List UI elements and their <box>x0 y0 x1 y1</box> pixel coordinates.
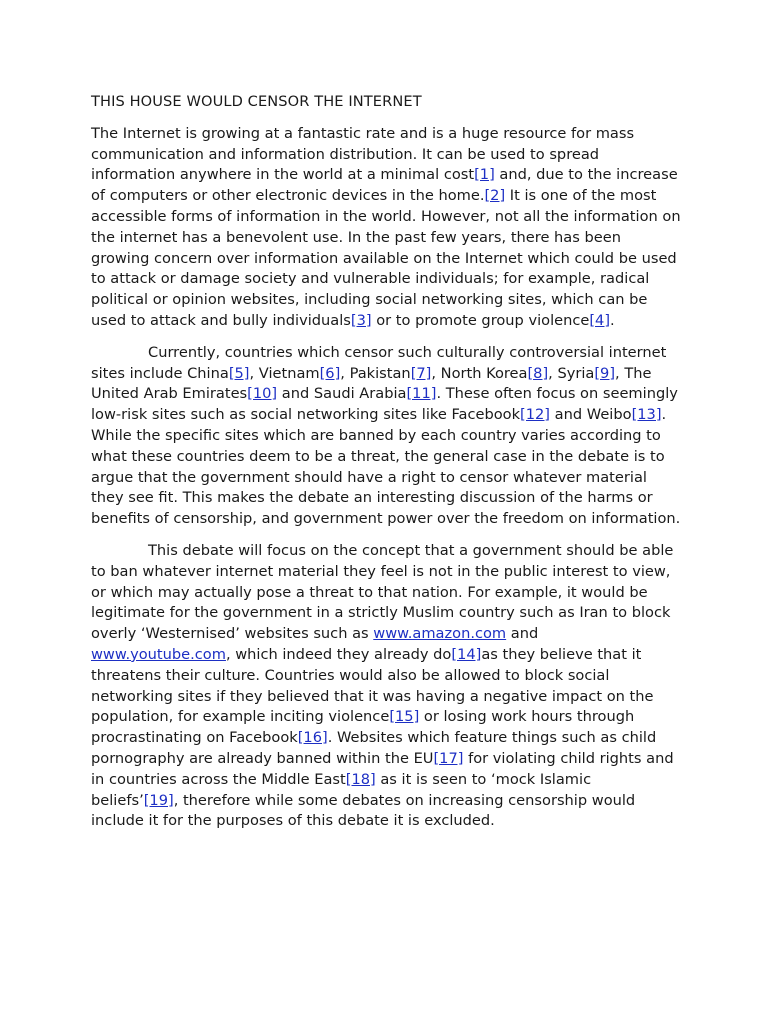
url-link[interactable]: www.amazon.com <box>373 625 507 643</box>
paragraph-text: . Websites which feature things such as child pornography are already banned within the EU <box>91 729 657 767</box>
url-link[interactable]: www.youtube.com <box>91 645 226 663</box>
paragraph-2 <box>91 343 681 530</box>
footnote-ref-link[interactable]: [19] <box>143 791 174 809</box>
document-body <box>91 124 681 832</box>
paragraph-text: , which indeed they already do <box>225 645 452 663</box>
paragraph-text: or to promote group violence <box>371 311 590 329</box>
footnote-ref-link[interactable]: [11] <box>406 385 437 403</box>
paragraph-text: . These often focus on seemingly low-risk sites such as social networking sites like Facebook <box>91 385 678 424</box>
paragraph-text: as it is seen to ‘mock Islamic beliefs’ <box>91 770 592 809</box>
footnote-ref-link[interactable]: [9] <box>594 364 616 382</box>
paragraph-text: . <box>610 311 615 329</box>
paragraph-text: Currently, countries which censor such culturally controversial internet sites include China <box>91 343 667 382</box>
document-title: THIS HOUSE WOULD CENSOR THE INTERNET <box>91 93 422 110</box>
footnote-ref-link[interactable]: [8] <box>527 364 549 382</box>
footnote-ref-link[interactable]: [17] <box>433 749 464 767</box>
paragraph-text: or losing work hours through procrastinating on Facebook <box>91 708 635 747</box>
paragraph-text: The Internet is growing at a fantastic rate and is a huge resource for mass communication and information distribution. It can be used to spread information anywhere in the world at a minimal cost <box>91 124 635 184</box>
footnote-ref-link[interactable]: [15] <box>389 708 420 726</box>
paragraph-text: for violating child rights and in countries across the Middle East <box>91 749 674 788</box>
footnote-ref-link[interactable]: [12] <box>520 406 551 424</box>
paragraph-3 <box>91 541 681 832</box>
footnote-ref-link[interactable]: [14] <box>451 645 482 663</box>
paragraph-text: This debate will focus on the concept that a government should be able to ban whatever internet material they feel is not in the public interest to view, or which may actually pose a threat to that nation. For example, it would be legitimate for the government in a strictly Muslim country such as Iran to block overly ‘Westernised’ websites such as <box>91 541 674 643</box>
paragraph-text: , North Korea <box>431 364 528 382</box>
paragraph-text: , therefore while some debates on increasing censorship would include it for the purposes of this debate it is excluded. <box>91 791 636 830</box>
footnote-ref-link[interactable]: [4] <box>589 311 611 329</box>
footnote-ref-link[interactable]: [6] <box>319 364 341 382</box>
paragraph-text: . While the specific sites which are banned by each country varies according to what these countries deem to be a threat, the general case in the debate is to argue that the government should have a right to censor whatever material they see fit. This makes the debate an interesting discussion of the harms or benefits of censorship, and government power over the freedom on information. <box>91 406 681 528</box>
paragraph-1 <box>91 124 681 332</box>
footnote-ref-link[interactable]: [18] <box>345 770 376 788</box>
footnote-ref-link[interactable]: [5] <box>228 364 250 382</box>
paragraph-text: and Weibo <box>550 406 632 424</box>
paragraph-text: , Syria <box>548 364 595 382</box>
paragraph-text: , Pakistan <box>340 364 411 382</box>
footnote-ref-link[interactable]: [2] <box>484 187 506 205</box>
footnote-ref-link[interactable]: [7] <box>410 364 432 382</box>
paragraph-text: and, due to the increase of computers or other electronic devices in the home. <box>91 166 678 205</box>
paragraph-text: and <box>506 625 539 643</box>
paragraph-text: and Saudi Arabia <box>277 385 407 403</box>
footnote-ref-link[interactable]: [1] <box>474 166 495 184</box>
paragraph-text: as they believe that it threatens their culture. Countries would also be allowed to block social networking sites if they believed that it was having a negative impact on the population, for example inciting violence <box>91 645 654 726</box>
document-page <box>91 92 681 843</box>
paragraph-text: It is one of the most accessible forms of information in the world. However, not all the information on the internet has a benevolent use. In the past few years, there has been growing concern over information available on the Internet which could be used to attack or damage society and vulnerable individuals; for example, radical political or opinion websites, including social networking sites, which can be used to attack and bully individuals <box>91 187 681 329</box>
paragraph-text: , The United Arab Emirates <box>91 364 652 403</box>
footnote-ref-link[interactable]: [3] <box>350 311 372 329</box>
footnote-ref-link[interactable]: [10] <box>247 385 278 403</box>
footnote-ref-link[interactable]: [13] <box>631 406 662 424</box>
footnote-ref-link[interactable]: [16] <box>297 729 328 747</box>
paragraph-text: , Vietnam <box>249 364 320 382</box>
